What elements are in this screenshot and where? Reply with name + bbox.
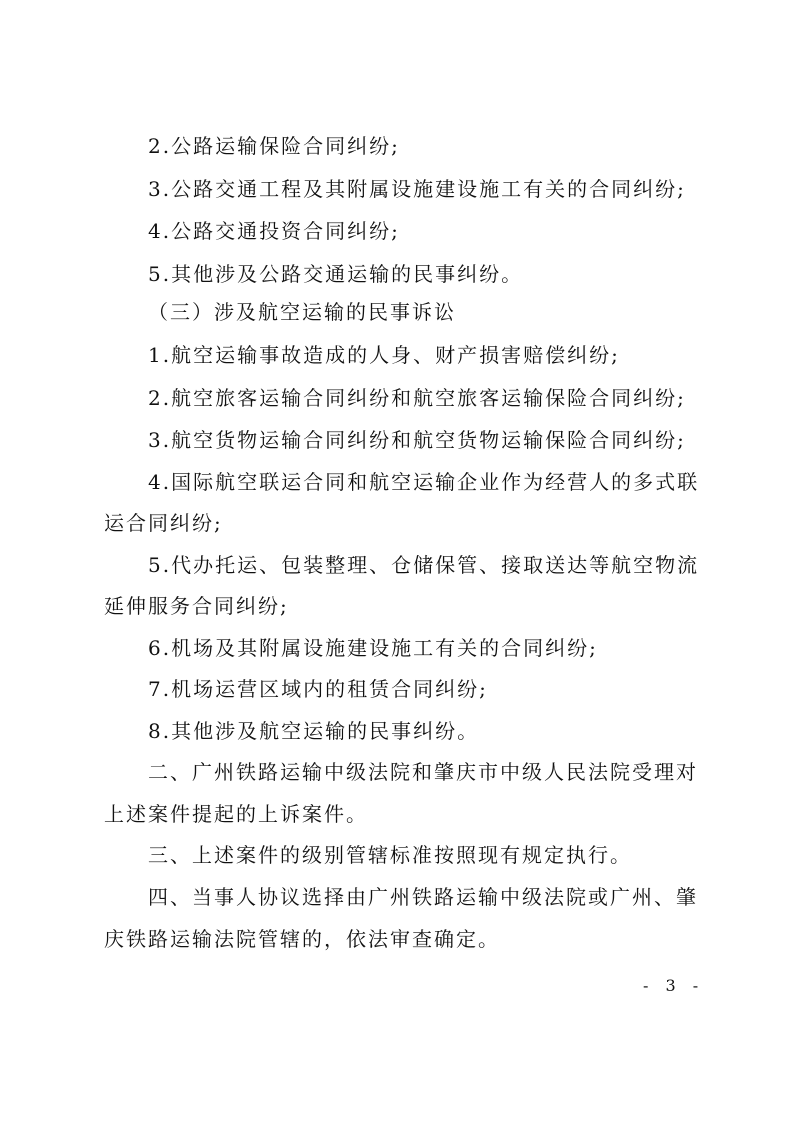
section-heading: （三）涉及航空运输的民事诉讼 [148,300,456,324]
list-item: 3.公路交通工程及其附属设施建设施工有关的合同纠纷; [148,177,686,201]
list-item: 3.航空货物运输合同纠纷和航空货物运输保险合同纠纷; [148,428,686,452]
list-item-continuation: 延伸服务合同纠纷; [104,594,289,618]
list-item-continuation: 运合同纠纷; [104,511,223,535]
paragraph: 三、上述案件的级别管辖标准按照现有规定执行。 [148,843,632,867]
paragraph-continuation: 上述案件提起的上诉案件。 [104,802,368,826]
paragraph: 二、广州铁路运输中级法院和肇庆市中级人民法院受理对 [148,760,698,784]
list-item: 4.国际航空联运合同和航空运输企业作为经营人的多式联 [148,470,700,494]
list-item: 2.航空旅客运输合同纠纷和航空旅客运输保险合同纠纷; [148,386,686,410]
list-item: 2.公路运输保险合同纠纷; [148,134,400,158]
paragraph-continuation: 庆铁路运输法院管辖的，依法审查确定。 [104,927,500,951]
list-item: 8.其他涉及航空运输的民事纠纷。 [148,719,480,743]
list-item: 1.航空运输事故造成的人身、财产损害赔偿纠纷; [148,343,620,367]
list-item: 7.机场运营区域内的租赁合同纠纷; [148,677,488,701]
list-item: 5.其他涉及公路交通运输的民事纠纷。 [148,262,524,286]
list-item: 5.代办托运、包装整理、仓储保管、接取送达等航空物流 [148,553,700,577]
list-item: 6.机场及其附属设施建设施工有关的合同纠纷; [148,636,598,660]
paragraph: 四、当事人协议选择由广州铁路运输中级法院或广州、肇 [148,885,698,909]
list-item: 4.公路交通投资合同纠纷; [148,219,400,243]
page-number: - 3 - [643,976,705,995]
